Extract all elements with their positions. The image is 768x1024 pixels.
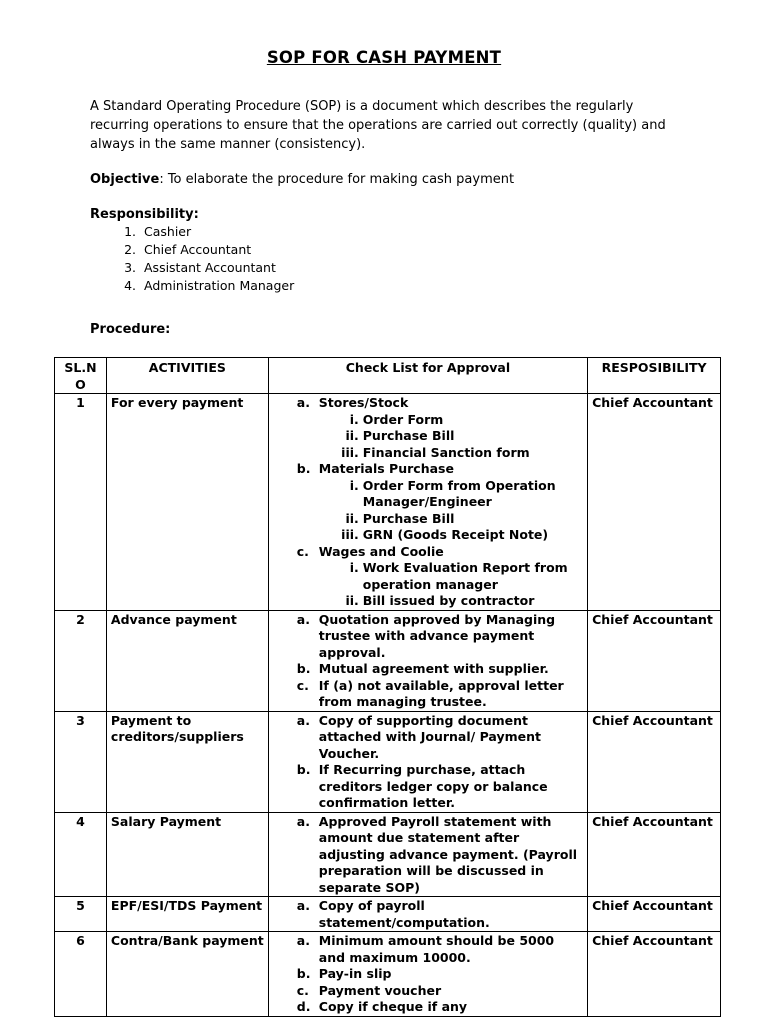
- responsibility-cell: Chief Accountant: [588, 932, 721, 1017]
- checklist-marker: c.: [296, 677, 309, 693]
- list-text: Administration Manager: [144, 278, 295, 293]
- sub-checklist-text: Purchase Bill: [362, 428, 455, 443]
- serial-number-cell: 6: [55, 932, 107, 1017]
- column-header-checklist: Check List for Approval: [268, 358, 587, 394]
- checklist-marker: d.: [296, 999, 311, 1014]
- checklist-cell: [268, 711, 587, 812]
- procedure-table: [54, 357, 721, 1017]
- serial-number-cell: 2: [55, 610, 107, 711]
- table-row: [55, 394, 721, 611]
- list-item: [110, 277, 294, 295]
- table-row: [55, 897, 721, 932]
- checklist-text: Quotation approved by Managing trustee with advance payment approval.: [318, 611, 556, 660]
- activity-cell: Advance payment: [106, 610, 268, 711]
- sub-checklist-item: [319, 560, 583, 593]
- table-row: [55, 610, 721, 711]
- checklist-item: [273, 713, 583, 763]
- sub-checklist-text: Order Form: [362, 411, 444, 427]
- checklist-cell: [268, 812, 587, 897]
- list-number: 4.: [124, 278, 136, 293]
- activity-cell: Payment to creditors/suppliers: [106, 711, 268, 812]
- table-body: [55, 394, 721, 1017]
- checklist-item: [273, 966, 583, 983]
- checklist-item: [273, 762, 583, 812]
- checklist-text: Approved Payroll statement with amount due statement after adjusting advance payment. (Payroll preparation will be discussed in separate SOP): [318, 813, 578, 895]
- sub-checklist-item: [319, 412, 583, 429]
- responsibility-cell: Chief Accountant: [588, 711, 721, 812]
- sub-checklist-marker: i.: [349, 560, 359, 575]
- checklist-text: Stores/Stock: [318, 395, 409, 410]
- activity-cell: Contra/Bank payment: [106, 932, 268, 1017]
- sub-checklist-item: [319, 527, 583, 544]
- list-item: [110, 241, 294, 259]
- sub-checklist: [319, 478, 583, 544]
- checklist-text: Copy of payroll statement/computation.: [318, 898, 490, 930]
- serial-number-cell: 1: [55, 394, 107, 611]
- serial-number-cell: 4: [55, 812, 107, 897]
- checklist-marker: a.: [296, 813, 310, 829]
- checklist-marker: b.: [296, 966, 311, 981]
- table-row: [55, 812, 721, 897]
- checklist-text: If Recurring purchase, attach creditors ledger copy or balance confirmation letter.: [318, 762, 548, 810]
- table-row: [55, 932, 721, 1017]
- objective-line: [90, 172, 514, 187]
- list-number: 1.: [124, 224, 136, 239]
- checklist-marker: a.: [296, 395, 310, 410]
- sub-checklist-marker: ii.: [345, 428, 359, 443]
- objective-text: : To elaborate the procedure for making cash payment: [159, 172, 515, 187]
- sub-checklist: [319, 560, 583, 610]
- sub-checklist-item: [319, 511, 583, 528]
- sub-checklist-marker: ii.: [345, 510, 359, 526]
- sub-checklist-marker: iii.: [341, 444, 359, 460]
- column-header-responsibility: RESPOSIBILITY: [588, 358, 721, 394]
- responsibility-heading: Responsibility:: [90, 207, 199, 222]
- checklist-marker: b.: [296, 661, 311, 676]
- responsibility-list: [110, 223, 294, 295]
- sub-checklist-text: Financial Sanction form: [362, 444, 530, 460]
- procedure-heading: Procedure:: [90, 322, 171, 337]
- sub-checklist-item: [319, 593, 583, 610]
- checklist-item: [273, 898, 583, 931]
- checklist-cell: [268, 610, 587, 711]
- sub-checklist-text: Purchase Bill: [362, 510, 455, 526]
- list-text: Chief Accountant: [144, 242, 252, 257]
- checklist: [273, 898, 583, 931]
- list-item: [110, 223, 294, 241]
- checklist: [273, 814, 583, 897]
- column-header-slno: SL.N O: [55, 358, 107, 394]
- intro-paragraph: A Standard Operating Procedure (SOP) is a document which describes the regularly recurring operations to ensure that the operations are carried out correctly (quality) and always in the same manner (consistency).: [90, 99, 666, 152]
- responsibility-cell: Chief Accountant: [588, 897, 721, 932]
- serial-number-cell: 3: [55, 711, 107, 812]
- column-header-activities: ACTIVITIES: [106, 358, 268, 394]
- checklist-item: [273, 933, 583, 966]
- checklist: [273, 612, 583, 711]
- checklist-marker: b.: [296, 461, 311, 476]
- checklist-text: Materials Purchase: [318, 461, 454, 476]
- checklist: [273, 395, 583, 610]
- checklist-item: [273, 983, 583, 1000]
- checklist-marker: a.: [296, 898, 310, 913]
- checklist-text: Copy of supporting document attached with Journal/ Payment Voucher.: [318, 712, 541, 761]
- checklist-marker: a.: [296, 933, 310, 948]
- sub-checklist-text: Order Form from Operation Manager/Engineer: [362, 477, 556, 509]
- serial-number-cell: 5: [55, 897, 107, 932]
- sub-checklist-marker: iii.: [341, 527, 359, 542]
- checklist-item: [273, 678, 583, 711]
- table-row: [55, 711, 721, 812]
- checklist-item: [273, 814, 583, 897]
- list-number: 3.: [124, 260, 136, 275]
- list-item: [110, 259, 294, 277]
- page-title: SOP FOR CASH PAYMENT: [266, 48, 502, 67]
- sub-checklist-item: [319, 428, 583, 445]
- checklist-item: [273, 999, 583, 1016]
- sub-checklist-item: [319, 445, 583, 462]
- checklist: [273, 933, 583, 1016]
- objective-label: Objective: [90, 172, 160, 187]
- checklist-item: [273, 544, 583, 610]
- checklist-marker: a.: [296, 712, 310, 728]
- sub-checklist-text: Bill issued by contractor: [362, 593, 535, 608]
- sub-checklist-text: Work Evaluation Report from operation manager: [362, 560, 568, 592]
- sub-checklist-text: GRN (Goods Receipt Note): [362, 527, 549, 542]
- checklist-marker: b.: [296, 762, 311, 777]
- checklist-text: Payment voucher: [318, 982, 442, 998]
- checklist-item: [273, 461, 583, 544]
- sub-checklist-item: [319, 478, 583, 511]
- checklist-cell: [268, 932, 587, 1017]
- checklist-text: Mutual agreement with supplier.: [318, 661, 549, 676]
- checklist-marker: a.: [296, 611, 310, 627]
- checklist-text: Pay-in slip: [318, 966, 392, 981]
- checklist-item: [273, 661, 583, 678]
- sub-checklist-marker: i.: [349, 477, 359, 493]
- checklist-marker: c.: [296, 543, 309, 559]
- activity-cell: EPF/ESI/TDS Payment: [106, 897, 268, 932]
- list-text: Assistant Accountant: [144, 260, 276, 275]
- checklist-cell: [268, 897, 587, 932]
- checklist: [273, 713, 583, 812]
- checklist-text: Wages and Coolie: [318, 543, 444, 559]
- list-text: Cashier: [144, 224, 192, 239]
- checklist-text: Copy if cheque if any: [318, 999, 468, 1014]
- checklist-text: If (a) not available, approval letter from managing trustee.: [318, 677, 564, 709]
- checklist-cell: [268, 394, 587, 611]
- responsibility-cell: Chief Accountant: [588, 610, 721, 711]
- responsibility-cell: Chief Accountant: [588, 812, 721, 897]
- checklist-item: [273, 612, 583, 662]
- sub-checklist-marker: ii.: [345, 593, 359, 608]
- sub-checklist: [319, 412, 583, 462]
- list-number: 2.: [124, 242, 136, 257]
- responsibility-cell: Chief Accountant: [588, 394, 721, 611]
- activity-cell: For every payment: [106, 394, 268, 611]
- checklist-text: Minimum amount should be 5000 and maximum 10000.: [318, 933, 555, 965]
- checklist-item: [273, 395, 583, 461]
- table-header-row: [55, 358, 721, 394]
- activity-cell: Salary Payment: [106, 812, 268, 897]
- sub-checklist-marker: i.: [349, 411, 359, 427]
- checklist-marker: c.: [296, 982, 309, 998]
